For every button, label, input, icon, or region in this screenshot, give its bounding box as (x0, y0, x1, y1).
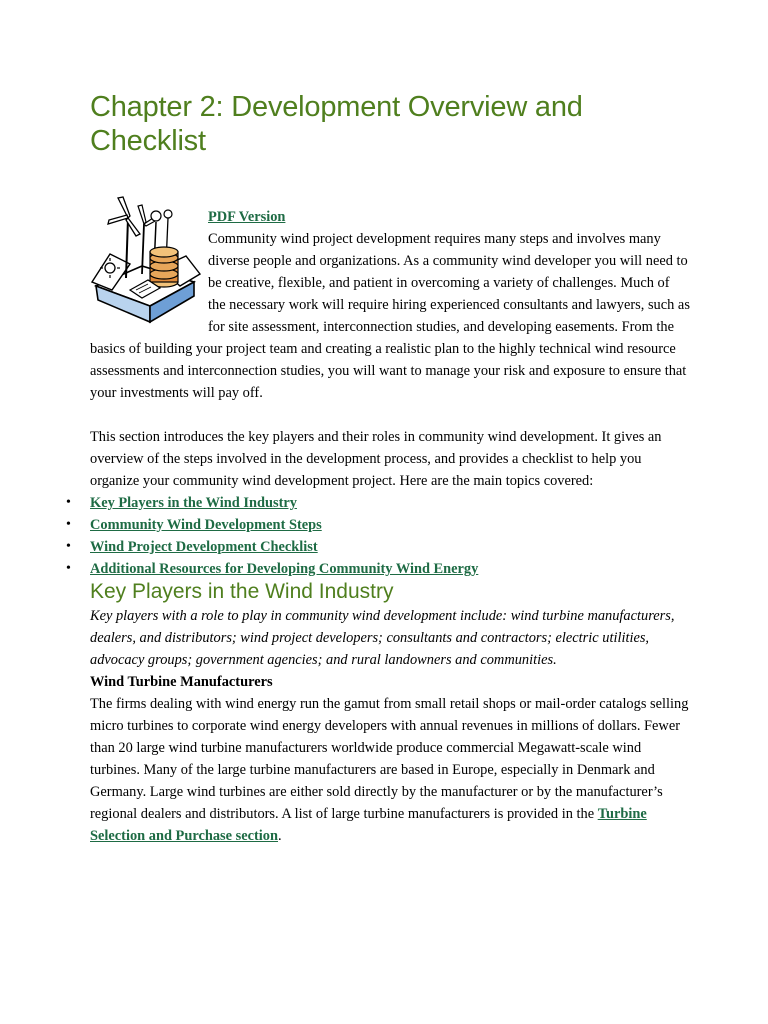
turbine-selection-link[interactable]: Turbine Selection and Purchase section (90, 806, 647, 844)
section-title-key-players: Key Players in the Wind Industry (90, 580, 394, 603)
subsection-title-manufacturers: Wind Turbine Manufacturers (90, 674, 273, 690)
topic-link-additional-resources[interactable]: Additional Resources for Developing Community Wind Energy (90, 561, 479, 577)
intro-paragraph-1: Community wind project development requires many steps and involves many diverse people and organizations. As a community wind developer you will need to be creative, flexible, and patient in overcoming a variety of challenges. Much of the necessary work will require hiring experienced consultants and lawyers, such as for site assessment, interconnection studies, and developing easements. From the basics of building your project team and creating a realistic plan to the highly technical wind resource assessments and interconnection studies, you will want to manage your risk and exposure to ensure that your investments will pay off. (90, 231, 690, 401)
topics-list (66, 492, 666, 580)
list-item (66, 536, 666, 558)
manufacturers-text-end: . (278, 828, 282, 844)
topic-link-checklist[interactable]: Wind Project Development Checklist (90, 539, 318, 555)
list-item (66, 492, 666, 514)
bullet: • (66, 561, 71, 576)
list-item (66, 558, 666, 580)
document-page (66, 90, 690, 847)
key-players-intro: Key players with a role to play in community wind development include: wind turbine manufacturers, dealers, and distributors; wind project developers; consultants and contractors; electric utilities, advocacy groups; government agencies; and rural landowners and communities. (90, 608, 675, 668)
pdf-version-link[interactable]: PDF Version (208, 209, 286, 225)
bullet: • (66, 539, 71, 554)
manufacturers-text: The firms dealing with wind energy run the gamut from small retail shops or mail-order catalogs selling micro turbines to corporate wind energy developers with annual revenues in millions of dollars. Fewer than 20 large wind turbine manufacturers worldwide produce commercial Megawatt-scale wind turbines. Many of the large turbine manufacturers are based in Europe, especially in Denmark and Germany. Large wind turbines are either sold directly by the manufacturer or by the manufacturer’s regional dealers and distributors. A list of large turbine manufacturers is provided in the (90, 696, 689, 822)
manufacturers-paragraph (90, 693, 690, 847)
intro-paragraph-2: This section introduces the key players and their roles in community wind development. It gives an overview of the steps involved in the development process, and provides a checklist to help you organize your community wind development project. Here are the main topics covered: (90, 429, 662, 489)
chapter-title: Chapter 2: Development Overview and Checklist (90, 91, 583, 157)
topic-link-key-players[interactable]: Key Players in the Wind Industry (90, 495, 297, 511)
wind-project-clipart-icon (90, 194, 202, 334)
bullet: • (66, 517, 71, 532)
intro-block (66, 206, 690, 847)
list-item (66, 514, 666, 536)
topic-link-development-steps[interactable]: Community Wind Development Steps (90, 517, 322, 533)
bullet: • (66, 495, 71, 510)
